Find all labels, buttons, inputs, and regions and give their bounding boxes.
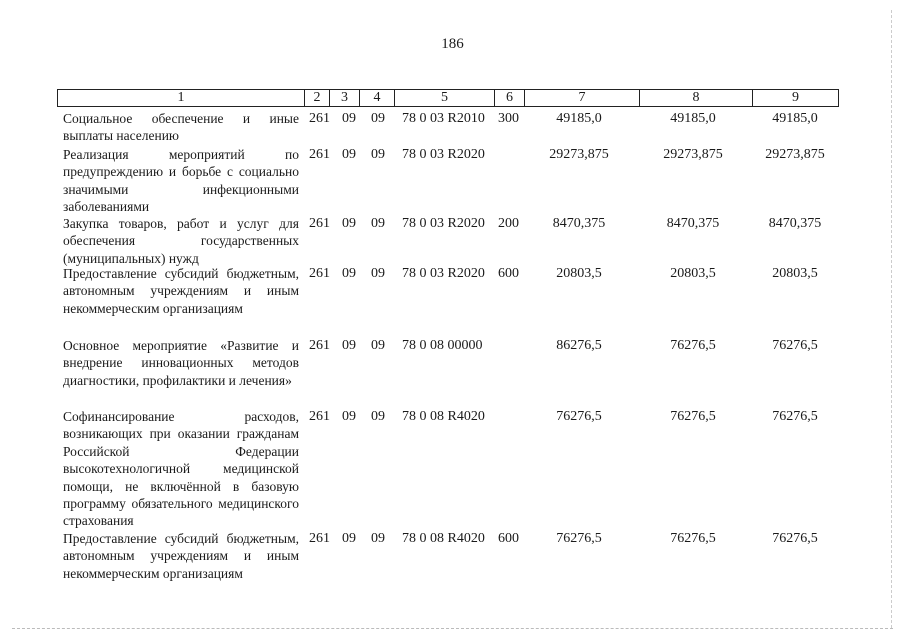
cell-col-8: 49185,0 — [670, 111, 716, 126]
cell-col-9: 76276,5 — [772, 409, 818, 424]
header-col-1: 1 — [58, 90, 305, 106]
cell-col-2: 261 — [309, 111, 330, 126]
cell-col-3: 09 — [342, 147, 356, 162]
cell-col-4: 09 — [371, 147, 385, 162]
header-col-6: 6 — [495, 90, 525, 106]
header-col-9: 9 — [792, 90, 799, 105]
cell-col-8: 76276,5 — [670, 531, 716, 546]
cell-col-7: 49185,0 — [556, 111, 602, 126]
table-header-row — [57, 89, 839, 107]
header-col-5: 5 — [395, 90, 495, 106]
cell-col-2: 261 — [309, 531, 330, 546]
cell-col-9: 20803,5 — [772, 266, 818, 281]
cell-col-2: 261 — [309, 338, 330, 353]
cell-col-5: 78 0 03 R2020 — [402, 266, 485, 281]
cell-col-7: 76276,5 — [556, 409, 602, 424]
row-description: Реализация мероприятий по предупреждению и борьбе с социально значимыми инфекционными заболеваниями — [63, 147, 299, 215]
cell-col-4: 09 — [371, 409, 385, 424]
cell-col-2: 261 — [309, 266, 330, 281]
row-description: Закупка товаров, работ и услуг для обеспечения государственных (муниципальных) нужд — [63, 216, 299, 266]
cell-col-6: 600 — [498, 531, 519, 546]
row-description: Предоставление субсидий бюджетным, автономным учреждениям и иным некоммерческим организациям — [63, 531, 299, 581]
cell-col-5: 78 0 08 R4020 — [402, 409, 485, 424]
cell-col-8: 76276,5 — [670, 409, 716, 424]
cell-col-7: 76276,5 — [556, 531, 602, 546]
cell-col-5: 78 0 03 R2010 — [402, 111, 485, 126]
header-col-3: 3 — [330, 90, 360, 106]
cell-col-7: 86276,5 — [556, 338, 602, 353]
cell-col-4: 09 — [371, 216, 385, 231]
page-edge-right — [891, 10, 892, 628]
cell-col-6: 600 — [498, 266, 519, 281]
cell-col-3: 09 — [342, 111, 356, 126]
cell-col-3: 09 — [342, 531, 356, 546]
cell-col-3: 09 — [342, 216, 356, 231]
cell-col-8: 76276,5 — [670, 338, 716, 353]
page-edge-bottom — [12, 628, 893, 629]
cell-col-8: 20803,5 — [670, 266, 716, 281]
cell-col-2: 261 — [309, 147, 330, 162]
header-col-4: 4 — [360, 90, 395, 106]
cell-col-4: 09 — [371, 266, 385, 281]
cell-col-2: 261 — [309, 409, 330, 424]
cell-col-9: 29273,875 — [765, 147, 825, 162]
cell-col-7: 20803,5 — [556, 266, 602, 281]
cell-col-5: 78 0 08 R4020 — [402, 531, 485, 546]
cell-col-4: 09 — [371, 111, 385, 126]
row-description: Основное мероприятие «Развитие и внедрение инновационных методов диагностики, профилактики и лечения» — [63, 338, 299, 388]
header-col-7: 7 — [525, 90, 640, 106]
cell-col-9: 49185,0 — [772, 111, 818, 126]
cell-col-3: 09 — [342, 338, 356, 353]
cell-col-5: 78 0 08 00000 — [402, 338, 483, 353]
cell-col-7: 29273,875 — [549, 147, 609, 162]
row-description: Социальное обеспечение и иные выплаты населению — [63, 111, 299, 144]
cell-col-3: 09 — [342, 409, 356, 424]
cell-col-8: 8470,375 — [666, 216, 720, 231]
cell-col-6: 200 — [498, 216, 519, 231]
row-description: Софинансирование расходов, возникающих при оказании гражданам Российской Федерации высокотехнологичной медицинской помощи, не включённой в базовую программу обязательного медицинского страхования — [63, 409, 299, 529]
cell-col-3: 09 — [342, 266, 356, 281]
row-description: Предоставление субсидий бюджетным, автономным учреждениям и иным некоммерческим организациям — [63, 266, 299, 316]
cell-col-5: 78 0 03 R2020 — [402, 216, 485, 231]
cell-col-9: 8470,375 — [768, 216, 822, 231]
cell-col-9: 76276,5 — [772, 338, 818, 353]
cell-col-7: 8470,375 — [552, 216, 606, 231]
cell-col-2: 261 — [309, 216, 330, 231]
cell-col-6: 300 — [498, 111, 519, 126]
cell-col-4: 09 — [371, 338, 385, 353]
cell-col-8: 29273,875 — [663, 147, 723, 162]
cell-col-4: 09 — [371, 531, 385, 546]
page-number: 186 — [441, 36, 464, 52]
cell-col-5: 78 0 03 R2020 — [402, 147, 485, 162]
header-col-8: 8 — [640, 90, 753, 106]
header-col-2: 2 — [305, 90, 330, 106]
cell-col-9: 76276,5 — [772, 531, 818, 546]
